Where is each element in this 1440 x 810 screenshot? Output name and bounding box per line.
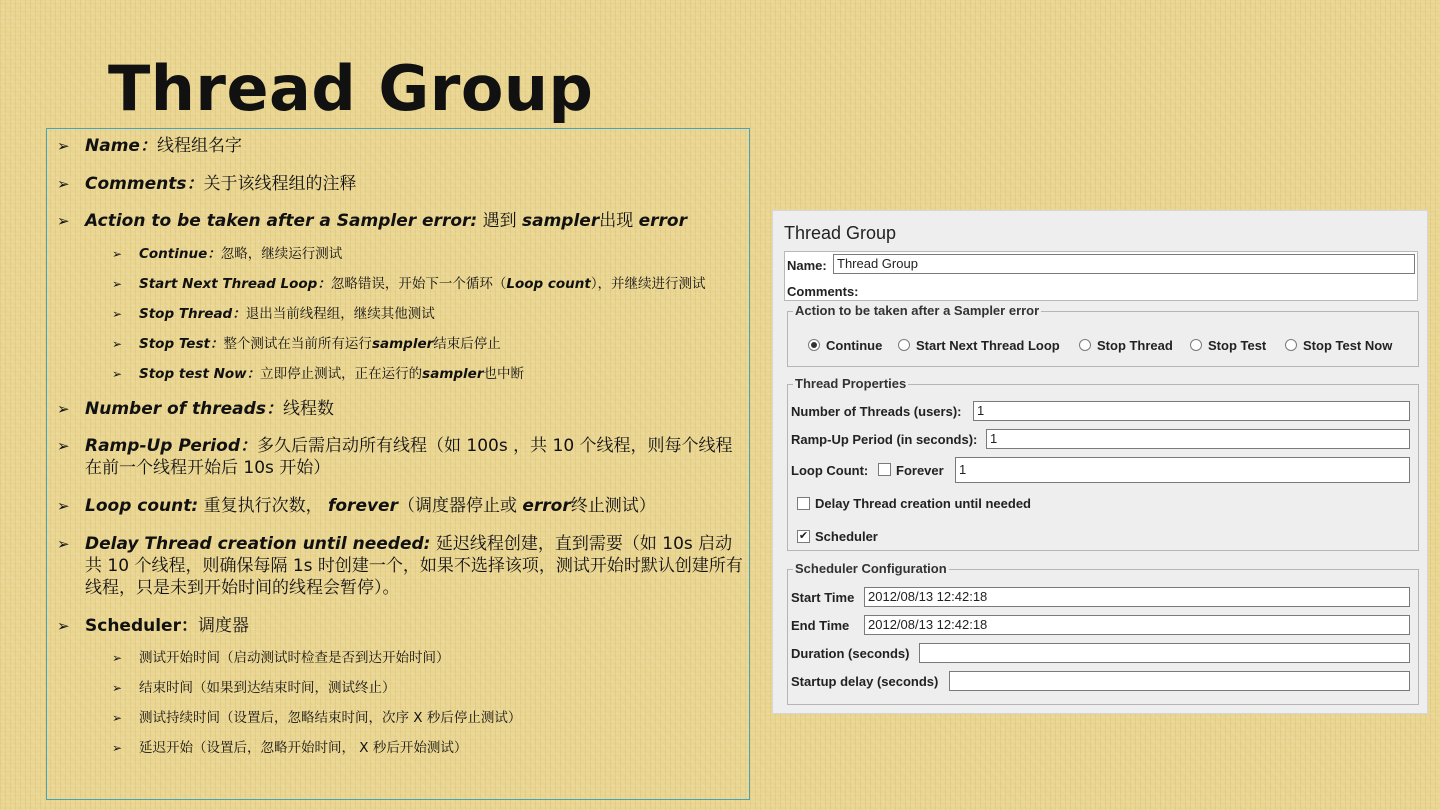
end-time-label: End Time bbox=[791, 618, 850, 633]
name-comments-box bbox=[784, 251, 1418, 301]
stop-test-now-label[interactable]: Stop Test Now bbox=[1303, 338, 1393, 353]
note-action-stop-thread: ➢ Stop Thread：退出当前线程组，继续其他测试 bbox=[139, 305, 749, 323]
note-delay: ➢ Delay Thread creation until needed: 延迟线程创建，直到需要（如 10s 启动共 10 个线程，则确保每隔 1s 时创建一个，如果不选择该项，测试开始时默认创建所有线程，只是未到开始时间的线程会暂停）。 bbox=[85, 533, 745, 599]
note-scheduler-end: ➢ 结束时间（如果到达结束时间，测试终止） bbox=[139, 679, 749, 697]
note-loop: ➢ Loop count: 重复执行次数， forever（调度器停止或 error终止测试） bbox=[85, 495, 745, 517]
loop-count-label: Loop Count: bbox=[791, 463, 869, 478]
notes-text-box bbox=[46, 128, 750, 800]
delay-thread-label[interactable]: Delay Thread creation until needed bbox=[815, 496, 1031, 511]
duration-label: Duration (seconds) bbox=[791, 646, 910, 661]
slide-title: Thread Group bbox=[108, 52, 594, 125]
jmeter-thread-group-panel bbox=[772, 210, 1428, 714]
note-rampup: ➢ Ramp-Up Period：多久后需启动所有线程（如 100s ，共 10 个线程，则每个线程在前一个线程开始后 10s 开始） bbox=[85, 435, 745, 479]
forever-checkbox[interactable] bbox=[878, 463, 891, 476]
note-scheduler-duration: ➢ 测试持续时间（设置后，忽略结束时间，次序 X 秒后停止测试） bbox=[139, 709, 749, 727]
scheduler-config-legend: Scheduler Configuration bbox=[795, 561, 947, 576]
scheduler-label[interactable]: Scheduler bbox=[815, 529, 878, 544]
rampup-label: Ramp-Up Period (in seconds): bbox=[791, 432, 978, 447]
sampler-error-legend: Action to be taken after a Sampler error bbox=[795, 303, 1040, 318]
continue-label[interactable]: Continue bbox=[826, 338, 883, 353]
thread-properties-legend: Thread Properties bbox=[795, 376, 907, 391]
note-action-next-loop: ➢ Start Next Thread Loop：忽略错误，开始下一个循环（Loop count），并继续进行测试 bbox=[139, 275, 749, 293]
forever-label[interactable]: Forever bbox=[896, 463, 944, 478]
duration-input[interactable] bbox=[919, 643, 1410, 663]
sampler-error-group bbox=[787, 303, 1419, 367]
comments-label: Comments: bbox=[787, 284, 859, 299]
thread-properties-group bbox=[787, 376, 1419, 551]
note-action-stop-test: ➢ Stop Test：整个测试在当前所有运行sampler结束后停止 bbox=[139, 335, 749, 353]
note-scheduler-start: ➢ 测试开始时间（启动测试时检查是否到达开始时间） bbox=[139, 649, 749, 667]
stop-test-label[interactable]: Stop Test bbox=[1208, 338, 1267, 353]
startup-delay-label: Startup delay (seconds) bbox=[791, 674, 939, 689]
name-label: Name: bbox=[787, 258, 827, 273]
name-input[interactable]: Thread Group bbox=[833, 254, 1415, 274]
end-time-input[interactable]: 2012/08/13 12:42:18 bbox=[864, 615, 1410, 635]
start-time-input[interactable]: 2012/08/13 12:42:18 bbox=[864, 587, 1410, 607]
note-threads: ➢ Number of threads：线程数 bbox=[85, 398, 745, 420]
scheduler-config-group bbox=[787, 561, 1419, 705]
startup-delay-input[interactable] bbox=[949, 671, 1410, 691]
threads-input[interactable]: 1 bbox=[973, 401, 1410, 421]
threads-label: Number of Threads (users): bbox=[791, 404, 962, 419]
stop-test-radio[interactable] bbox=[1190, 339, 1202, 351]
stop-test-now-radio[interactable] bbox=[1285, 339, 1297, 351]
panel-title: Thread Group bbox=[784, 223, 897, 243]
loop-count-input[interactable]: 1 bbox=[955, 457, 1410, 483]
note-action-continue: ➢ Continue：忽略，继续运行测试 bbox=[139, 245, 749, 263]
scheduler-checkbox[interactable]: ✔ bbox=[798, 530, 809, 542]
note-name: ➢ Name：线程组名字 bbox=[85, 135, 745, 157]
delay-thread-checkbox[interactable] bbox=[797, 497, 810, 510]
note-scheduler-delay: ➢ 延迟开始（设置后，忽略开始时间， X 秒后开始测试） bbox=[139, 739, 749, 757]
continue-radio[interactable] bbox=[808, 339, 820, 351]
start-next-loop-radio[interactable] bbox=[898, 339, 910, 351]
stop-thread-label[interactable]: Stop Thread bbox=[1097, 338, 1173, 353]
start-time-label: Start Time bbox=[791, 590, 855, 605]
note-action-stop-now: ➢ Stop test Now：立即停止测试，正在运行的sampler也中断 bbox=[139, 365, 749, 383]
note-comments: ➢ Comments：关于该线程组的注释 bbox=[85, 173, 745, 195]
stop-thread-radio[interactable] bbox=[1079, 339, 1091, 351]
start-next-loop-label[interactable]: Start Next Thread Loop bbox=[916, 338, 1060, 353]
note-scheduler: ➢ Scheduler：调度器 bbox=[85, 615, 745, 637]
rampup-input[interactable]: 1 bbox=[986, 429, 1410, 449]
note-action: ➢ Action to be taken after a Sampler error: 遇到 sampler出现 error bbox=[85, 210, 745, 232]
